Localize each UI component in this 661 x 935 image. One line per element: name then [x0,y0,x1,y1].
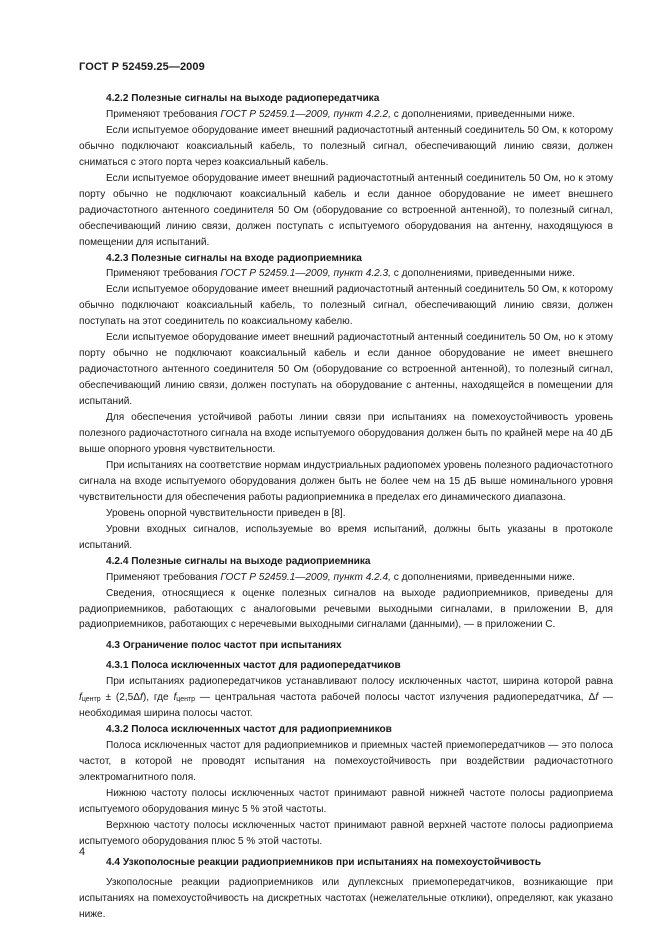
paragraph: Узкополосные реакции радиоприемников или дуплексных приемопередатчиков, возникающие при испытаниях на помехоустойчивость на дискретных частотах (нежелательные отклики), определяют, как указано ниже. [79,876,613,920]
paragraph: Нижнюю частоту полосы исключенных частот принимают равной нижней частоте полосы радиоприема испытуемого оборудования минус 5 % этой частоты. [79,787,613,815]
paragraph: Верхнюю частоту полосы исключенных частот принимают равной верхней частоте полосы радиоприема испытуемого оборудования плюс 5 % этой частоты. [79,819,613,847]
paragraph: Если испытуемое оборудование имеет внешний радиочастотный антенный соединитель 50 Ом, но к этому порту обычно не подключают коаксиальный кабель и если данное оборудование не имеет внешнего радиочастотного антенного соединителя 50 Ом (оборудование со встроенной антенной), то полезный сигнал, обеспечивающий линию связи, должен поступать на оборудование с антенны, находящейся в помещении для испытаний. [79,332,613,408]
paragraph: Сведения, относящиеся к оценке полезных сигналов на выходе радиоприемников, приведены для радиоприемников, работающих с аналоговыми речевыми выходными сигналами, в приложении В, для радиоприемников, работающих с неречевыми выходными сигналами (данными), — в приложении С. [79,587,613,631]
paragraph: Если испытуемое оборудование имеет внешний радиочастотный антенный соединитель 50 Ом, но к этому порту обычно не подключают коаксиальный кабель и если данное оборудование не имеет внешнего радиочастотного антенного соединителя 50 Ом (оборудование со встроенной антенной), то полезный сигнал, обеспечивающий линию связи, должен поступать с испытуемого оборудования на антенну, находящуюся в помещении для испытаний. [79,172,613,248]
paragraph: Применяют требования ГОСТ Р 52459.1—2009, пункт 4.2.4, с дополнениями, приведенными ниже. [106,571,575,583]
paragraph: Для обеспечения устойчивой работы линии связи при испытаниях на помехоустойчивость уровень полезного радиочастотного сигнала на входе испытуемого оборудования должен быть по крайней мере на 40 дБ выше опорного уровня чувствительности. [79,412,613,455]
paragraph: При испытаниях на соответствие нормам индустриальных радиопомех уровень полезного радиочастотного сигнала на входе испытуемого оборудования должен быть не более чем на 15 дБ выше номинального уровня чувствительности для обеспечения работы радиоприемника в пределах его динамического диапазона. [79,459,613,503]
page-number: 4 [79,846,86,858]
section-heading-4-2-4: 4.2.4 Полезные сигналы на выходе радиоприемника [106,555,371,567]
section-heading-4-2-2: 4.2.2 Полезные сигналы на выходе радиопередатчика [106,93,380,104]
section-heading-4-4: 4.4 Узкополосные реакции радиоприемников при испытаниях на помехоустойчивость [106,856,542,868]
standard-reference: ГОСТ Р 52459.1—2009, пункт 4.2.3, [220,268,391,280]
paragraph: Применяют требования ГОСТ Р 52459.1—2009, пункт 4.2.3, с дополнениями, приведенными ниже. [106,268,575,280]
section-heading-4-3: 4.3 Ограничение полос частот при испытаниях [106,640,342,652]
paragraph: Если испытуемое оборудование имеет внешний радиочастотный антенный соединитель 50 Ом, к которому обычно подключают коаксиальный кабель, то полезный сигнал, обеспечивающий линию связи, должен поступать на этот соединитель по коаксиальному кабелю. [79,284,613,328]
section-heading-4-2-3: 4.2.3 Полезные сигналы на входе радиоприемника [106,252,362,264]
paragraph: Применяют требования ГОСТ Р 52459.1—2009, пункт 4.2.2, с дополнениями, приведенными ниже. [106,108,575,120]
document-header: ГОСТ Р 52459.25—2009 [79,61,205,73]
standard-reference: ГОСТ Р 52459.1—2009, пункт 4.2.4, [220,571,391,583]
standard-reference: ГОСТ Р 52459.1—2009, пункт 4.2.2, [220,108,391,120]
paragraph: Если испытуемое оборудование имеет внешний радиочастотный антенный соединитель 50 Ом, к которому обычно подключают коаксиальный кабель, то полезный сигнал, обеспечивающий линию связи, должен сниматься с этого порта через коаксиальный кабель. [79,124,613,168]
section-heading-4-3-2: 4.3.2 Полоса исключенных частот для радиоприемников [106,724,392,736]
paragraph: При испытаниях радиопередатчиков устанавливают полосу исключенных частот, ширина которой равна $f_{центр} \pm (2,5\Delta f)$, где $f_{центр}$ — центральная частота рабочей полосы частот излучения радиопередатчика, Δf — необходимая ширина полосы частот. [79,676,613,720]
section-heading-4-3-1: 4.3.1 Полоса исключенных частот для радиопередатчиков [106,660,401,672]
document-body [79,91,613,923]
paragraph: Уровни входных сигналов, используемые во время испытаний, должны быть указаны в протоколе испытаний. [79,523,613,551]
paragraph: Уровень опорной чувствительности приведен в [8]. [106,507,346,519]
paragraph: Полоса исключенных частот для радиоприемников и приемных частей приемопередатчиков — это полоса частот, в которой не проводят испытания на помехоустойчивость при воздействии радиочастотного электромагнитного поля. [79,740,613,784]
